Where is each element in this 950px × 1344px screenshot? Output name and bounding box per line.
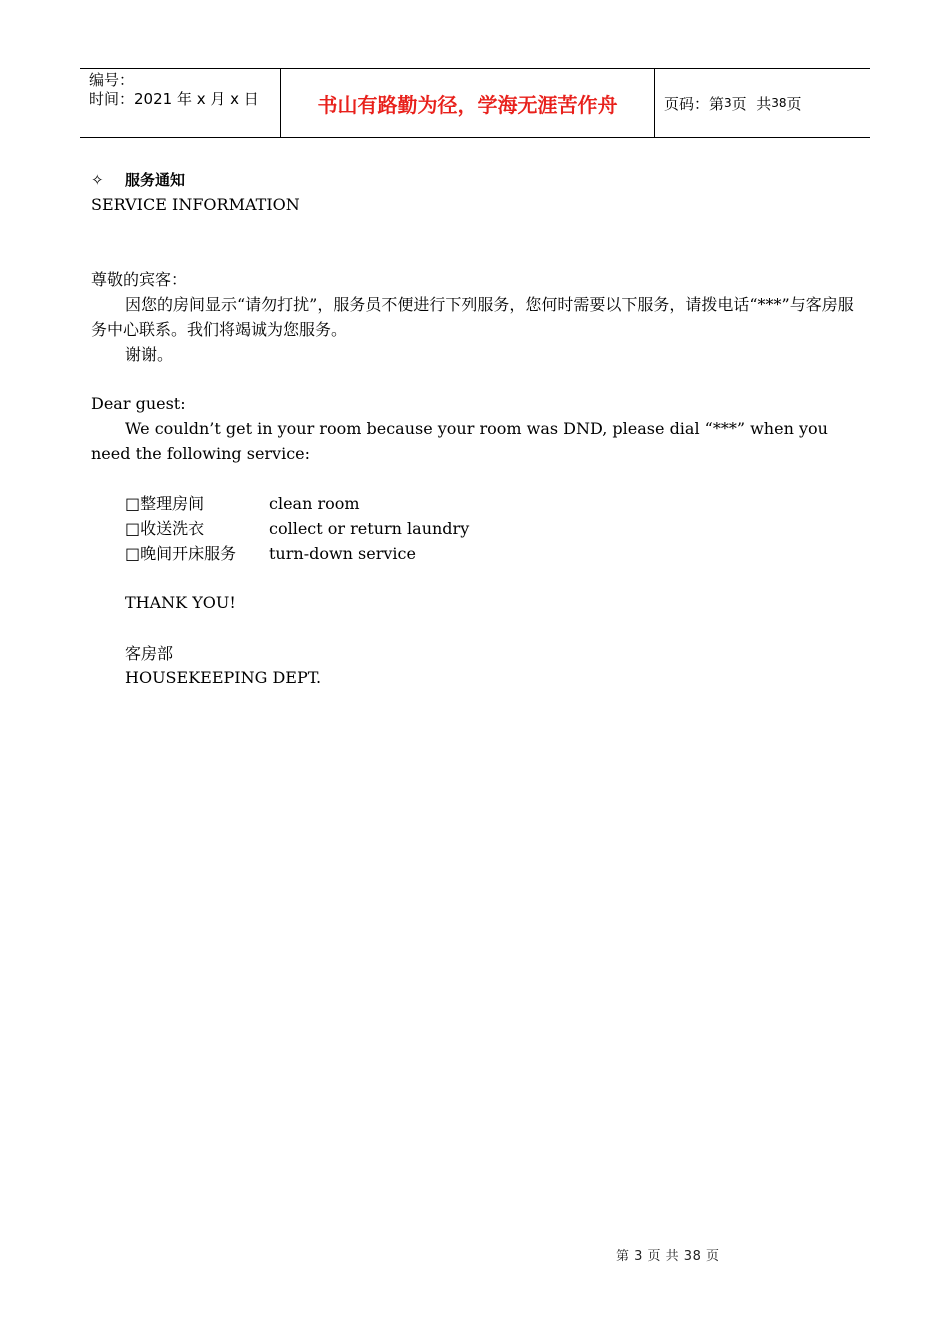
service-item-cn: □收送洗衣 <box>125 519 205 538</box>
service-item-en: collect or return laundry <box>269 519 470 538</box>
service-item-en: clean room <box>269 494 360 513</box>
page-suffix: 页 <box>786 94 802 113</box>
header-motto: 书山有路勤为径，学海无涯苦作舟 <box>281 69 655 137</box>
page-footer: 第 3 页 共 38 页 <box>616 1249 720 1264</box>
body-en: We couldn’t get in your room because your room was DND, please dial “***” when you need the following service: <box>91 419 828 463</box>
header-info-cell <box>80 69 281 137</box>
thank-you: THANK YOU! <box>125 593 236 612</box>
service-item-cn: □晚间开床服务 <box>125 544 237 563</box>
time-label: 时间：2021 年 x 月 x 日 <box>89 90 259 108</box>
heading-title-cn: 服务通知 <box>125 171 186 189</box>
dept-cn: 客房部 <box>125 644 174 663</box>
heading-title-en: SERVICE INFORMATION <box>91 195 300 214</box>
number-label: 编号： <box>89 71 135 89</box>
service-item-cn: □整理房间 <box>125 494 205 513</box>
thanks-cn: 谢谢。 <box>125 345 174 364</box>
page-mid: 页 共 <box>731 94 772 113</box>
page-prefix: 页码：第 <box>664 94 725 113</box>
page-current: 3 <box>724 96 732 110</box>
service-item-en: turn-down service <box>269 544 416 563</box>
header-page-counter <box>655 69 870 137</box>
page-total: 38 <box>771 96 787 110</box>
greeting-en: Dear guest: <box>91 394 186 413</box>
page-header <box>80 68 870 138</box>
body-cn: 因您的房间显示“请勿打扰”，服务员不便进行下列服务，您何时需要以下服务，请拨电话“***”与客房服务中心联系。我们将竭诚为您服务。 <box>91 295 854 339</box>
dept-en: HOUSEKEEPING DEPT. <box>125 668 322 687</box>
sparkle-icon: ✧ <box>91 171 104 189</box>
greeting-cn: 尊敬的宾客： <box>91 270 188 289</box>
notice-heading <box>91 168 185 193</box>
